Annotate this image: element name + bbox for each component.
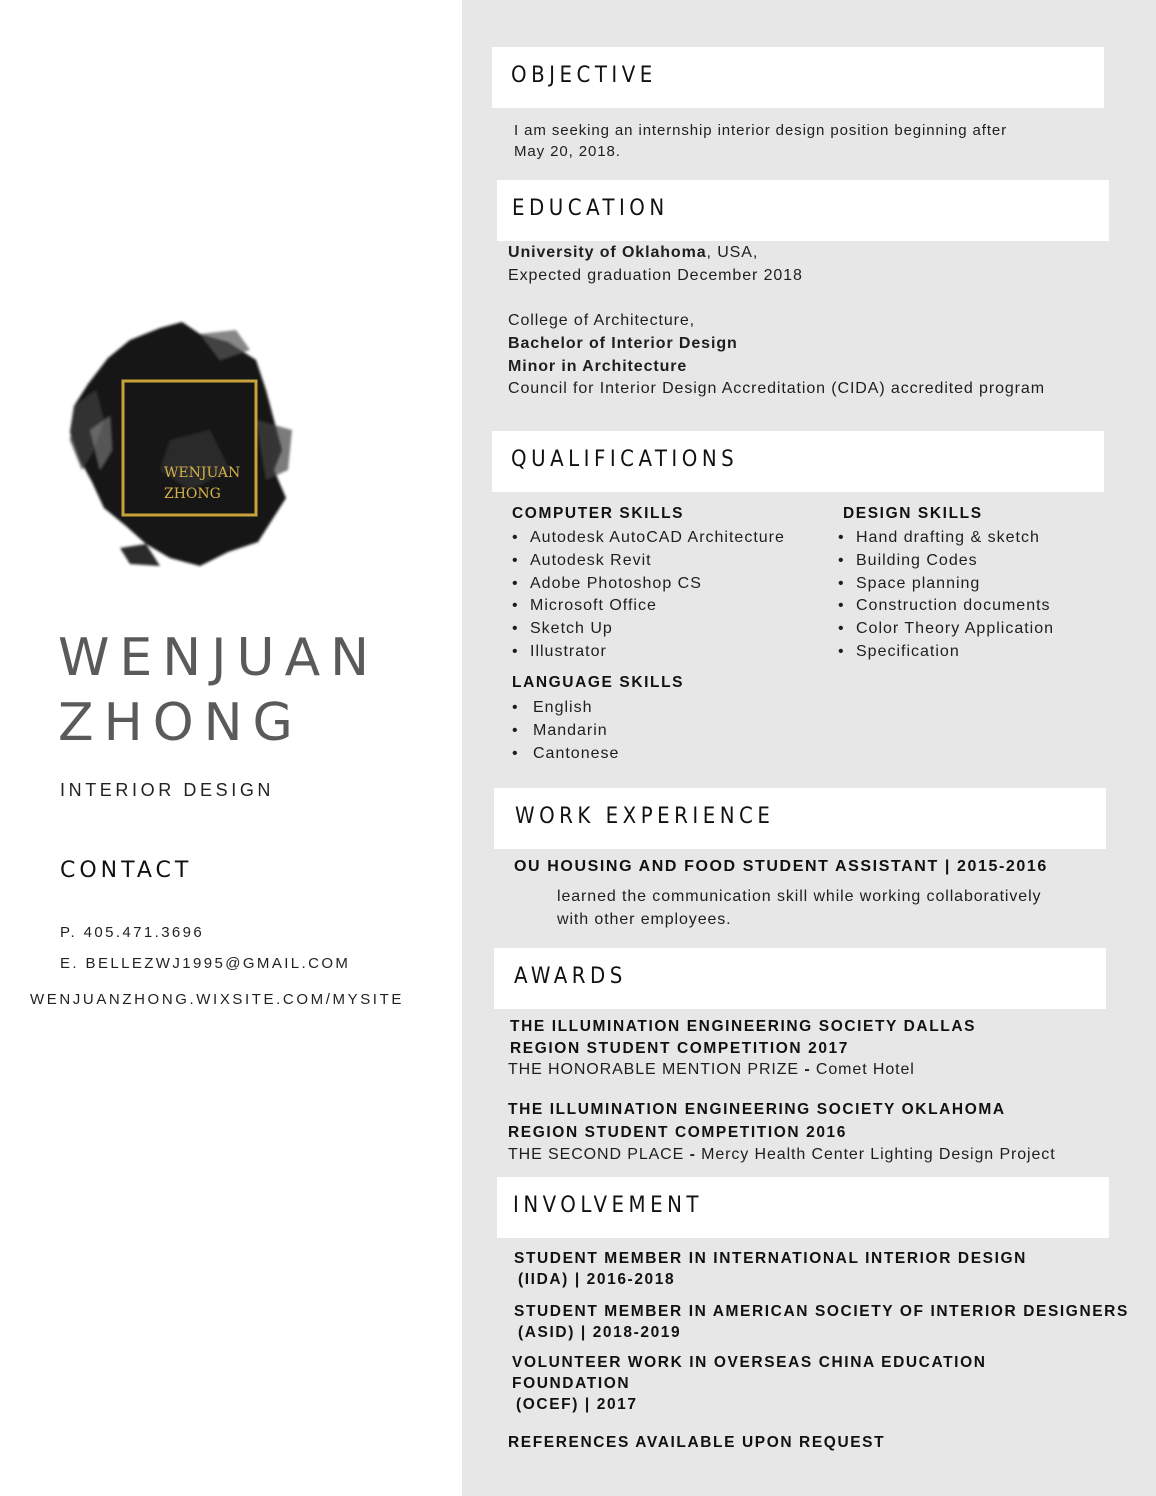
awards-heading-box bbox=[494, 948, 1106, 1009]
contact-phone: P. 405.471.3696 bbox=[60, 924, 205, 941]
list-item: • Sketch Up bbox=[512, 618, 785, 641]
logo-text-line1: WENJUAN bbox=[164, 465, 241, 481]
education-school: University of Oklahoma bbox=[508, 244, 707, 261]
list-item: • Cantonese bbox=[512, 743, 619, 766]
involvement-heading-box bbox=[497, 1177, 1109, 1238]
list-item: • Autodesk Revit bbox=[512, 550, 785, 573]
list-item: • Specification bbox=[838, 641, 1054, 664]
education-minor: Minor in Architecture bbox=[508, 358, 688, 375]
award-1-title-line1: THE ILLUMINATION ENGINEERING SOCIETY DALLAS bbox=[510, 1018, 977, 1035]
language-skills-list bbox=[512, 697, 619, 765]
list-item: • Mandarin bbox=[512, 720, 619, 743]
design-skills-heading: DESIGN SKILLS bbox=[843, 505, 983, 522]
involvement-2-line2: (ASID) | 2018-2019 bbox=[518, 1324, 682, 1341]
education-school-suffix: , USA, bbox=[706, 244, 759, 261]
work-desc-line1: learned the communication skill while working collaboratively bbox=[557, 888, 1042, 905]
list-item: • Construction documents bbox=[838, 595, 1054, 618]
list-item: • Color Theory Application bbox=[838, 618, 1054, 641]
award-2-prize-line bbox=[508, 1143, 1056, 1166]
computer-skills-heading: COMPUTER SKILLS bbox=[512, 505, 685, 522]
logo-text-line2: ZHONG bbox=[164, 486, 221, 502]
award-1-title-line2: REGION STUDENT COMPETITION 2017 bbox=[510, 1040, 849, 1057]
education-school-line bbox=[508, 241, 758, 264]
references-note: REFERENCES AVAILABLE UPON REQUEST bbox=[508, 1434, 886, 1451]
work-heading-box bbox=[494, 788, 1106, 849]
list-item: • Hand drafting & sketch bbox=[838, 527, 1054, 550]
involvement-3-line3: (OCEF) | 2017 bbox=[516, 1396, 638, 1413]
award-1-prize-line bbox=[508, 1058, 915, 1081]
logo bbox=[60, 320, 295, 570]
education-college: College of Architecture, bbox=[508, 312, 696, 329]
field-title: INTERIOR DESIGN bbox=[60, 780, 275, 800]
involvement-2-line1: STUDENT MEMBER IN AMERICAN SOCIETY OF INTERIOR DESIGNERS bbox=[514, 1303, 1129, 1320]
list-item: • Microsoft Office bbox=[512, 595, 785, 618]
involvement-3-line1: VOLUNTEER WORK IN OVERSEAS CHINA EDUCATION bbox=[512, 1354, 987, 1371]
involvement-1-line1: STUDENT MEMBER IN INTERNATIONAL INTERIOR DESIGN bbox=[514, 1250, 1027, 1267]
involvement-3-line2: FOUNDATION bbox=[512, 1375, 631, 1392]
design-skills-list bbox=[838, 527, 1054, 664]
education-degree: Bachelor of Interior Design bbox=[508, 335, 738, 352]
work-title: OU HOUSING AND FOOD STUDENT ASSISTANT | 2015-2016 bbox=[514, 858, 1048, 875]
education-accreditation: Council for Interior Design Accreditation (CIDA) accredited program bbox=[508, 380, 1045, 397]
objective-line2: May 20, 2018. bbox=[514, 143, 621, 160]
contact-heading: CONTACT bbox=[60, 858, 193, 883]
award-1-dash: - bbox=[799, 1061, 816, 1078]
objective-heading: OBJECTIVE bbox=[511, 63, 657, 88]
award-1-prize: THE HONORABLE MENTION PRIZE bbox=[508, 1061, 799, 1078]
award-1-project: Comet Hotel bbox=[815, 1061, 915, 1078]
contact-email[interactable]: E. BELLEZWJ1995@GMAIL.COM bbox=[60, 955, 351, 972]
qualifications-heading-box bbox=[492, 431, 1104, 492]
list-item: • Space planning bbox=[838, 573, 1054, 596]
contact-website[interactable]: WENJUANZHONG.WIXSITE.COM/MYSITE bbox=[30, 991, 404, 1008]
education-graduation: Expected graduation December 2018 bbox=[508, 267, 803, 284]
last-name: ZHONG bbox=[58, 693, 303, 753]
award-2-title-line2: REGION STUDENT COMPETITION 2016 bbox=[508, 1124, 847, 1141]
education-heading-box bbox=[497, 180, 1109, 241]
list-item: • Adobe Photoshop CS bbox=[512, 573, 785, 596]
objective-line1: I am seeking an internship interior design position beginning after bbox=[514, 122, 1008, 139]
involvement-heading: INVOLVEMENT bbox=[513, 1193, 703, 1218]
work-heading: WORK EXPERIENCE bbox=[515, 804, 775, 829]
computer-skills-list bbox=[512, 527, 785, 664]
award-2-prize: THE SECOND PLACE bbox=[508, 1146, 685, 1163]
list-item: • English bbox=[512, 697, 619, 720]
first-name: WENJUAN bbox=[58, 628, 380, 688]
list-item: • Illustrator bbox=[512, 641, 785, 664]
list-item: • Autodesk AutoCAD Architecture bbox=[512, 527, 785, 550]
education-heading: EDUCATION bbox=[512, 196, 669, 221]
award-2-dash: - bbox=[684, 1146, 702, 1163]
awards-heading: AWARDS bbox=[514, 964, 627, 989]
language-skills-heading: LANGUAGE SKILLS bbox=[512, 674, 685, 691]
award-2-project: Mercy Health Center Lighting Design Project bbox=[701, 1146, 1056, 1163]
award-2-title-line1: THE ILLUMINATION ENGINEERING SOCIETY OKLAHOMA bbox=[508, 1101, 1006, 1118]
involvement-1-line2: (IIDA) | 2016-2018 bbox=[518, 1271, 676, 1288]
objective-heading-box bbox=[492, 47, 1104, 108]
ink-splash-icon bbox=[60, 320, 295, 570]
list-item: • Building Codes bbox=[838, 550, 1054, 573]
work-desc-line2: with other employees. bbox=[557, 911, 732, 928]
qualifications-heading: QUALIFICATIONS bbox=[511, 447, 739, 472]
